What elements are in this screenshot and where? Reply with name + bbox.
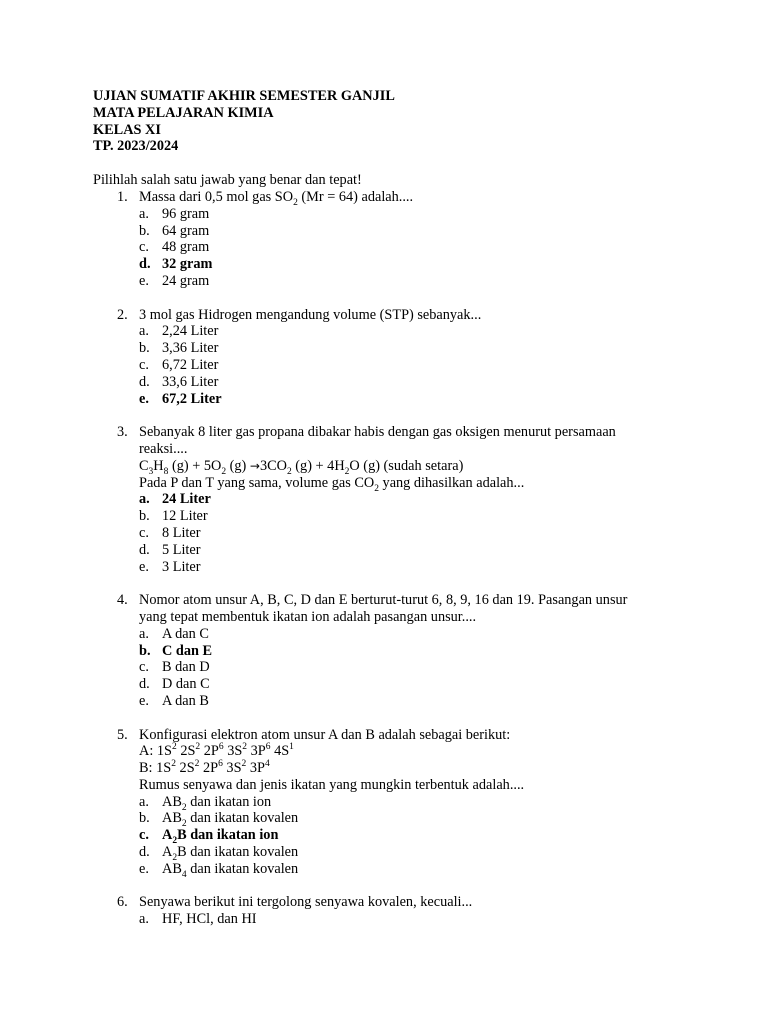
question-2	[0, 307, 768, 408]
option-text: 48 gram	[162, 239, 210, 256]
option-c[interactable]	[0, 659, 768, 676]
question-3	[0, 424, 768, 575]
header-title: UJIAN SUMATIF AKHIR SEMESTER GANJIL	[93, 88, 395, 104]
stem-text: Nomor atom unsur A, B, C, D dan E berturut-turut 6, 8, 9, 16 dan 19. Pasangan unsur	[139, 592, 628, 609]
question-list	[0, 189, 768, 945]
option-letter: e.	[139, 860, 149, 877]
subscript: 2	[374, 483, 379, 494]
question-number: 5.	[117, 726, 128, 743]
question-stem	[139, 727, 679, 794]
question-number: 3.	[117, 424, 128, 441]
option-letter: c.	[139, 827, 149, 844]
option-a[interactable]	[0, 206, 768, 223]
electron-config-a: A: $1S^2$ $2S^2$ $2P^6$ $3S^2$ $3P^6$ $4S^1$	[139, 742, 294, 760]
option-text: 12 Liter	[162, 508, 208, 525]
option-d-correct[interactable]	[0, 256, 768, 273]
option-text: 5 Liter	[162, 541, 201, 558]
option-letter: c.	[139, 239, 149, 256]
header-year: TP. 2023/2024	[93, 138, 179, 155]
question-stem	[139, 189, 679, 206]
electron-config-b: B: $1S^2$ $2S^2$ $2P^6$ $3S^2$ $3P^4$	[139, 759, 270, 777]
stem-text: Pada P dan T yang sama, volume gas CO	[139, 474, 375, 491]
option-text: $AB_2$ dan ikatan kovalen	[162, 810, 299, 830]
option-a-correct[interactable]	[0, 491, 768, 508]
option-list	[0, 491, 768, 575]
option-text: D dan C	[162, 676, 210, 693]
header-subject: MATA PELAJARAN KIMIA	[93, 104, 274, 121]
option-d[interactable]	[0, 542, 768, 559]
option-text: 96 gram	[162, 205, 210, 222]
option-text: 64 gram	[162, 222, 210, 239]
option-text: B dan D	[162, 659, 210, 676]
question-stem	[139, 424, 679, 494]
exam-header	[93, 88, 395, 155]
option-text: 32 gram	[162, 256, 213, 273]
option-b[interactable]	[0, 508, 768, 525]
question-number: 4.	[117, 592, 128, 609]
option-b[interactable]	[0, 223, 768, 240]
option-text: 8 Liter	[162, 524, 201, 541]
instruction-text: Pilihlah salah satu jawab yang benar dan tepat!	[93, 172, 362, 188]
option-a[interactable]	[0, 323, 768, 340]
option-letter: a.	[139, 491, 150, 508]
option-text: $AB_4$ dan ikatan kovalen	[162, 860, 299, 880]
option-letter: a.	[139, 625, 149, 642]
question-4	[0, 592, 768, 710]
option-e-correct[interactable]	[0, 391, 768, 408]
question-6	[0, 894, 768, 928]
option-text: A dan C	[162, 625, 209, 642]
question-1	[0, 189, 768, 290]
question-stem	[139, 592, 679, 626]
option-letter: e.	[139, 558, 149, 575]
option-letter: c.	[139, 356, 149, 373]
option-letter: a.	[139, 793, 149, 810]
option-a[interactable]	[0, 794, 768, 811]
option-text: 24 gram	[162, 272, 210, 289]
option-e[interactable]	[0, 273, 768, 290]
option-letter: b.	[139, 340, 150, 357]
option-letter: e.	[139, 390, 149, 407]
header-class: KELAS XI	[93, 121, 161, 138]
option-c-correct[interactable]	[0, 827, 768, 847]
option-text: 24 Liter	[162, 491, 211, 508]
option-e[interactable]	[0, 693, 768, 710]
option-text: HF, HCl, dan HI	[162, 911, 257, 928]
option-list	[0, 206, 768, 290]
question-stem	[139, 894, 679, 911]
stem-text: Rumus senyawa dan jenis ikatan yang mungkin terbentuk adalah....	[139, 776, 525, 793]
reaction-arrow-icon: →	[249, 458, 260, 473]
option-c[interactable]	[0, 525, 768, 542]
option-letter: d.	[139, 844, 150, 861]
option-letter: b.	[139, 222, 150, 239]
option-e[interactable]	[0, 861, 768, 878]
option-text: 3 Liter	[162, 558, 201, 575]
option-a[interactable]	[0, 626, 768, 643]
stem-text: 3 mol gas Hidrogen mengandung volume (STP) sebanyak...	[139, 306, 482, 323]
option-c[interactable]	[0, 239, 768, 256]
option-letter: a.	[139, 911, 149, 928]
stem-text: Sebanyak 8 liter gas propana dibakar habis dengan gas oksigen menurut persamaan	[139, 424, 616, 441]
option-d[interactable]	[0, 676, 768, 693]
stem-text: yang tepat membentuk ikatan ion adalah pasangan unsur....	[139, 608, 477, 625]
option-b[interactable]	[0, 340, 768, 357]
option-text: 3,36 Liter	[162, 340, 219, 357]
option-letter: e.	[139, 692, 149, 709]
option-d[interactable]	[0, 374, 768, 391]
option-b[interactable]	[0, 810, 768, 830]
option-letter: d.	[139, 256, 151, 273]
option-text: 67,2 Liter	[162, 390, 222, 407]
question-stem	[139, 307, 679, 324]
option-c[interactable]	[0, 357, 768, 374]
option-letter: d.	[139, 676, 150, 693]
option-list	[0, 323, 768, 407]
option-list	[0, 911, 768, 928]
option-d[interactable]	[0, 844, 768, 861]
stem-text: reaksi....	[139, 440, 188, 457]
option-letter: e.	[139, 272, 149, 289]
option-list	[0, 626, 768, 710]
question-number: 1.	[117, 189, 128, 205]
option-letter: b.	[139, 642, 151, 659]
option-b-correct[interactable]	[0, 643, 768, 660]
option-letter: b.	[139, 810, 150, 827]
option-text: $A_2B$ dan ikatan ion	[162, 827, 279, 847]
option-letter: d.	[139, 541, 150, 558]
stem-text: (Mr = 64) adalah....	[297, 189, 414, 205]
question-number: 2.	[117, 306, 128, 323]
option-letter: a.	[139, 323, 149, 340]
subscript: 2	[293, 197, 298, 208]
option-letter: c.	[139, 524, 149, 541]
option-letter: a.	[139, 205, 149, 222]
option-letter: c.	[139, 659, 149, 676]
option-text: 2,24 Liter	[162, 323, 219, 340]
option-a[interactable]	[0, 911, 768, 928]
option-letter: b.	[139, 508, 150, 525]
stem-text: Konfigurasi elektron atom unsur A dan B adalah sebagai berikut:	[139, 726, 511, 743]
option-text: $A_2B$ dan ikatan kovalen	[162, 844, 299, 863]
option-text: A dan B	[162, 692, 209, 709]
stem-text: Massa dari 0,5 mol gas SO	[139, 189, 294, 205]
reaction-equation: $C_3H_8$ $(g) + 5O_2$ $(g) \to 3CO_2$ $(g) + 4H_2O$ (g) (sudah setara)	[139, 457, 464, 477]
question-number: 6.	[117, 894, 128, 911]
option-text: 6,72 Liter	[162, 356, 219, 373]
option-e[interactable]	[0, 559, 768, 576]
option-text: 33,6 Liter	[162, 373, 219, 390]
option-list	[0, 794, 768, 878]
question-5	[0, 727, 768, 878]
stem-text: yang dihasilkan adalah...	[378, 474, 525, 491]
option-letter: d.	[139, 373, 150, 390]
option-text: $AB_2$ dan ikatan ion	[162, 793, 272, 813]
option-text: C dan E	[162, 642, 213, 659]
stem-text: Senyawa berikut ini tergolong senyawa kovalen, kecuali...	[139, 894, 473, 911]
